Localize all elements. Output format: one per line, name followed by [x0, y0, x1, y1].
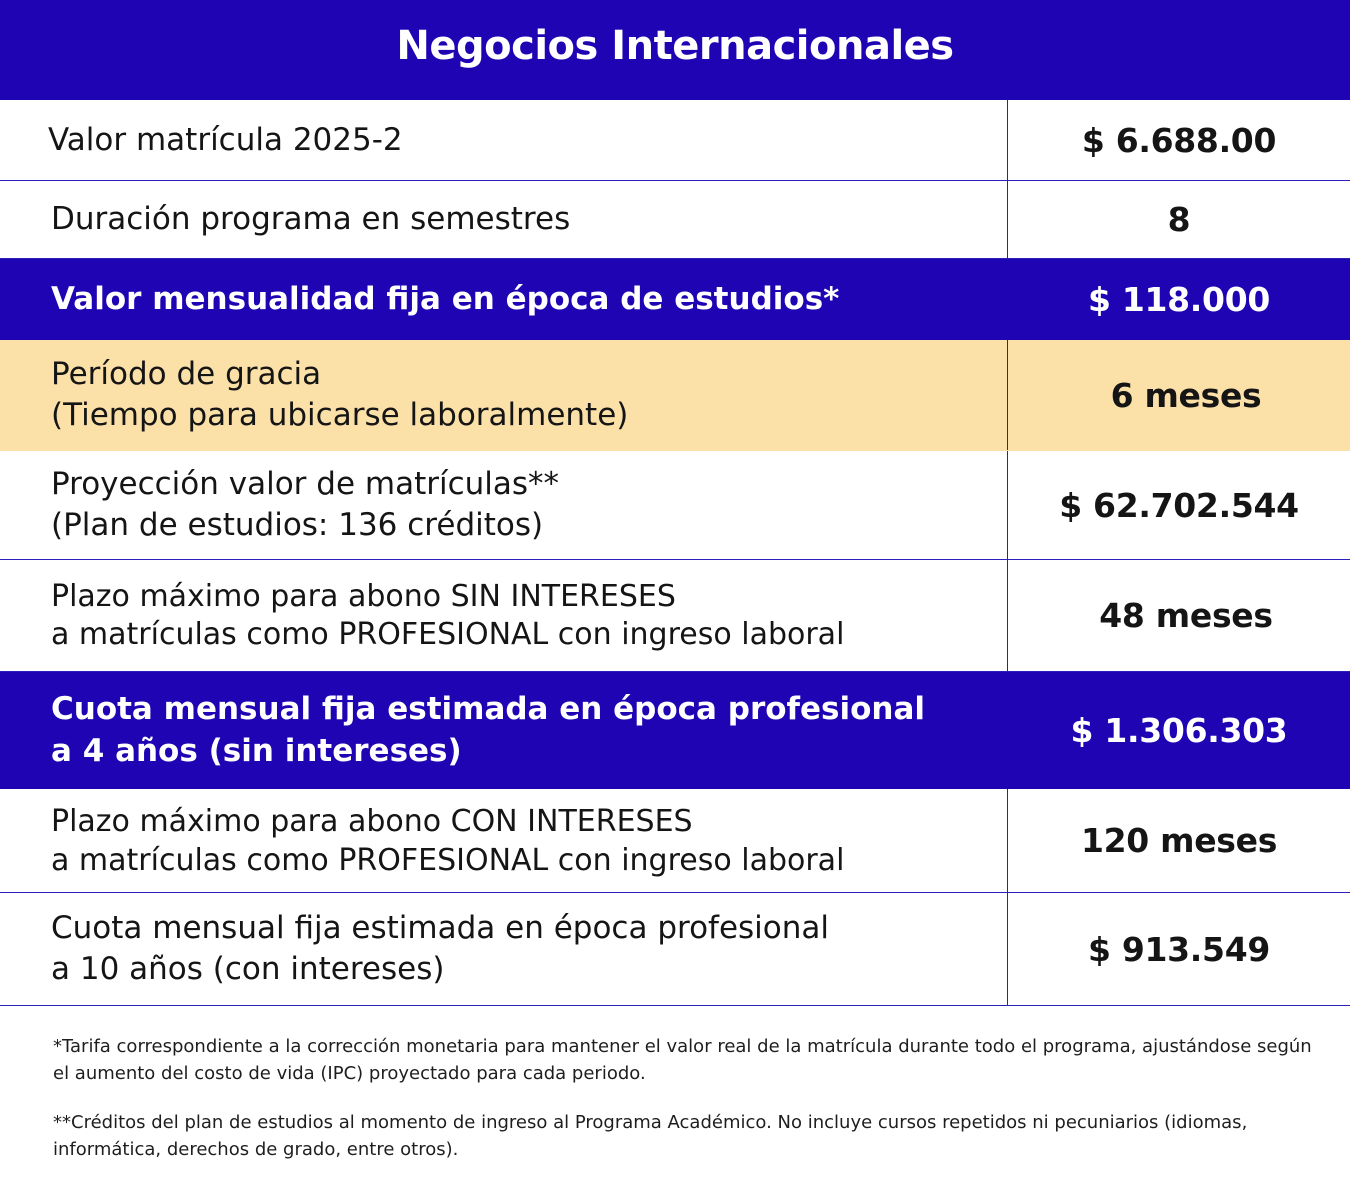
row-value: 120 meses: [1080, 821, 1278, 860]
row-label-line: a matrículas como PROFESIONAL con ingreso laboral: [51, 842, 845, 878]
row-label-line: (Plan de estudios: 136 créditos): [51, 507, 544, 543]
footnote-credits: **Créditos del plan de estudios al momento de ingreso al Programa Académico. No incluye cursos repetidos ni pecuniarios (idiomas, informática, derechos de grado, entre otros).: [53, 1112, 1248, 1160]
table-row: [0, 893, 1350, 1006]
row-label: [0, 451, 1008, 559]
row-label-line: Duración programa en semestres: [51, 201, 571, 237]
row-value: 48 meses: [1099, 596, 1273, 635]
table-row: [0, 451, 1350, 560]
row-label: [0, 340, 1008, 450]
table-row: [0, 181, 1350, 259]
table-title: Negocios Internacionales: [396, 23, 954, 69]
row-value: $ 62.702.544: [1059, 485, 1299, 525]
table-header: [0, 0, 1350, 100]
table-row: [0, 560, 1350, 672]
row-label-line: Cuota mensual fija estimada en época profesional: [51, 691, 926, 727]
row-value: $ 118.000: [1087, 279, 1271, 319]
row-value: $ 6.688.00: [1081, 120, 1277, 160]
row-label-line: Proyección valor de matrículas**: [51, 466, 560, 502]
row-label-line: Período de gracia: [51, 356, 322, 392]
table-row: [0, 100, 1350, 181]
row-label-line: a 4 años (sin intereses): [51, 733, 462, 769]
table-row: [0, 789, 1350, 893]
footnotes: [53, 1033, 1323, 1185]
table-row-highlight: [0, 672, 1350, 789]
row-label: [0, 181, 1008, 258]
row-label-line: (Tiempo para ubicarse laboralmente): [51, 397, 629, 433]
table-row-highlight: [0, 259, 1350, 340]
row-label: [0, 893, 1008, 1005]
row-label: [0, 672, 1008, 788]
row-label-line: Plazo máximo para abono CON INTERESES: [51, 803, 693, 839]
row-value: $ 1.306.303: [1070, 710, 1288, 750]
row-label-line: Cuota mensual fija estimada en época profesional: [51, 910, 830, 946]
row-value: 8: [1167, 200, 1191, 239]
row-label-line: Valor mensualidad fija en época de estudios*: [51, 280, 840, 317]
row-label: [0, 259, 1008, 339]
row-label: [0, 789, 1008, 892]
row-label: [0, 100, 1008, 180]
row-label: [0, 560, 1008, 671]
row-value: $ 913.549: [1087, 929, 1271, 969]
table-row-grace: [0, 340, 1350, 451]
row-label-line: Plazo máximo para abono SIN INTERESES: [51, 578, 676, 614]
row-label-line: Valor matrícula 2025-2: [48, 121, 403, 158]
row-value: 6 meses: [1110, 375, 1262, 415]
row-label-line: a matrículas como PROFESIONAL con ingreso laboral: [51, 616, 845, 652]
row-label-line: a 10 años (con intereses): [51, 951, 445, 987]
footnote-ipc: *Tarifa correspondiente a la corrección monetaria para mantener el valor real de la matrícula durante todo el programa, ajustándose según el aumento del costo de vida (IPC) proyectado para cada periodo.: [53, 1036, 1312, 1084]
